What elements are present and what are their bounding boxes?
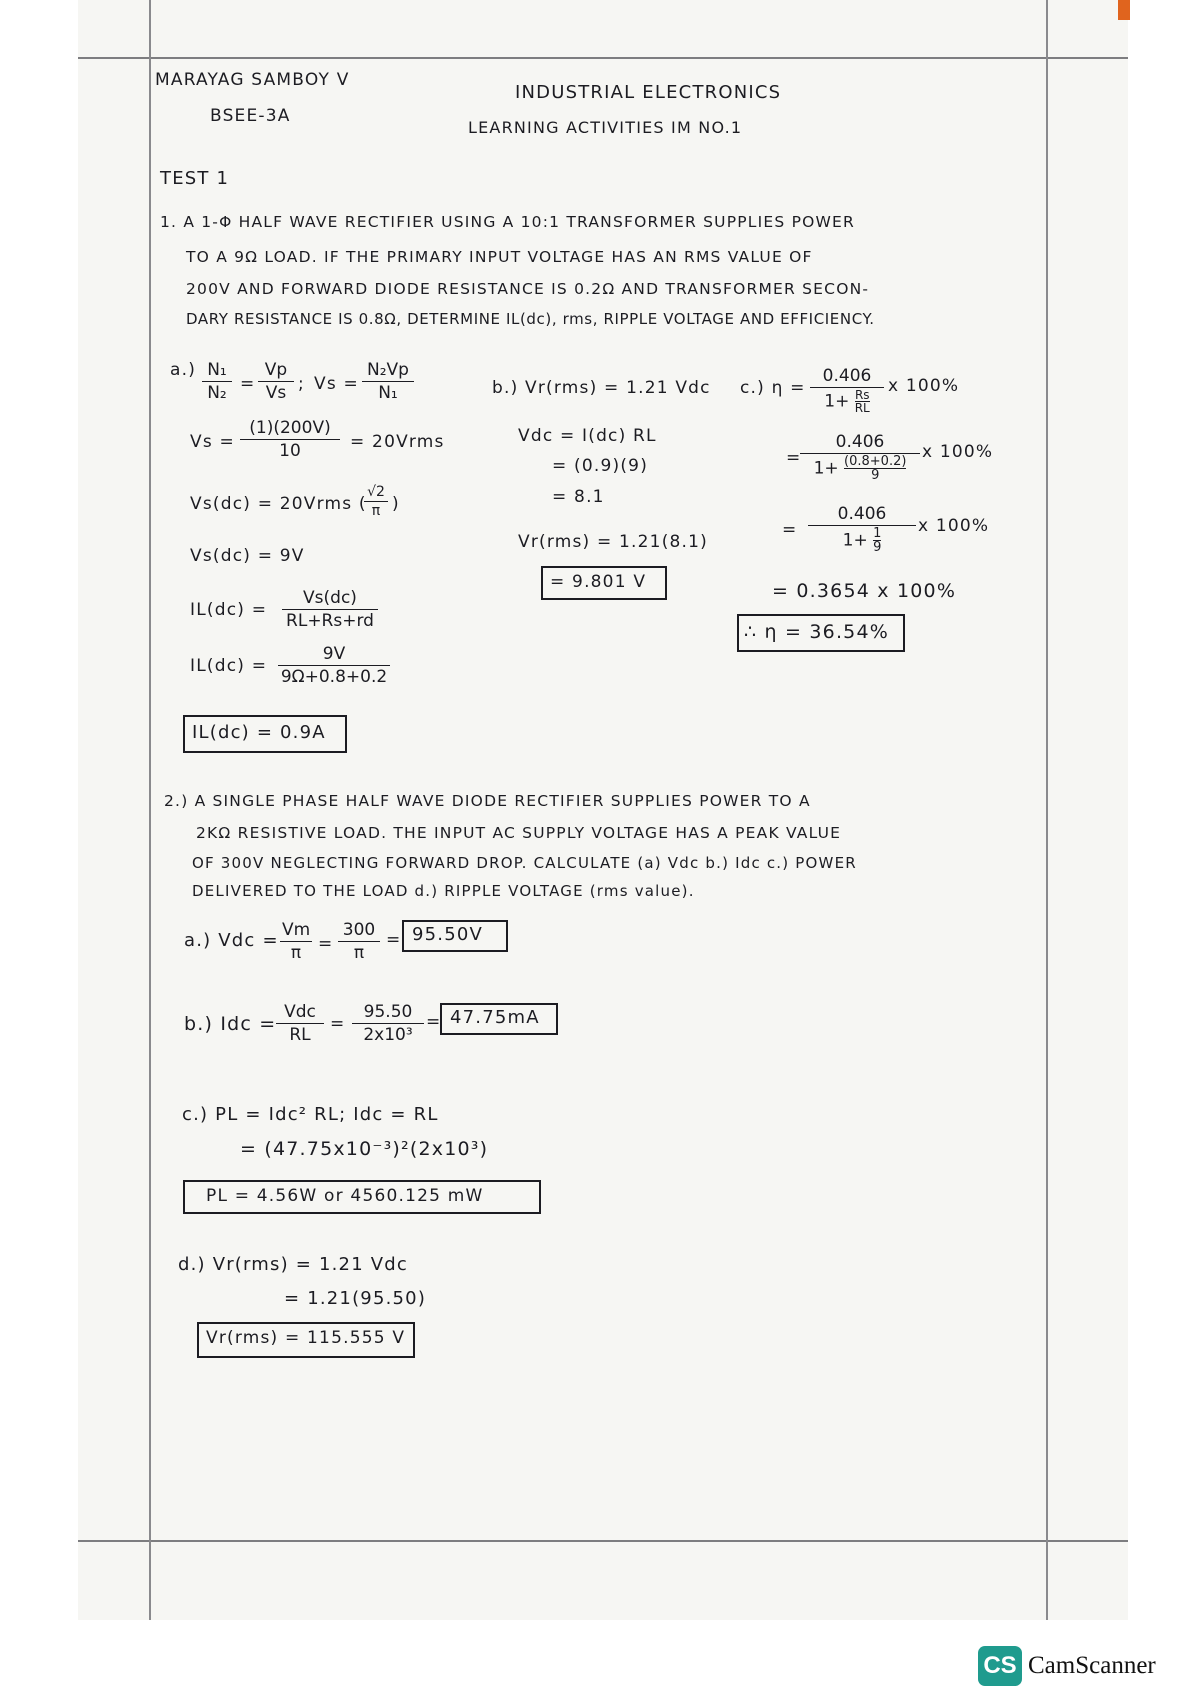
- p2a-eq2: =: [386, 930, 402, 950]
- p1a-vs-num: N₂Vp: [362, 360, 414, 382]
- page-edge-tab: [1118, 0, 1130, 20]
- left-margin-line: [149, 0, 151, 1620]
- p2a-lhs: a.) Vdc =: [184, 930, 279, 951]
- p1b-line-5: Vr(rms) = 1.21(8.1): [518, 532, 708, 552]
- p1a-il2-num: 9V: [278, 644, 390, 666]
- p1a-il1-lhs: IL(dc) =: [190, 600, 268, 620]
- p1c-f2-den: [800, 454, 920, 482]
- activity-title: LEARNING ACTIVITIES IM NO.1: [468, 118, 743, 137]
- p1a-il1-den: RL+Rs+rd: [286, 611, 374, 631]
- p1c-f3-den-a: 1+: [842, 530, 868, 551]
- p1a-vs2-frac: [240, 418, 340, 461]
- p1c-f3-num: 0.406: [808, 504, 916, 526]
- p1c-f2-den-den: 9: [871, 468, 880, 483]
- p1b-answer: = 9.801 V: [550, 572, 647, 592]
- p2a-f2-den: π: [353, 943, 365, 963]
- p1c-eq3: =: [782, 520, 798, 540]
- p1c-f1: [810, 366, 884, 414]
- p1a-vsdc-frac: [364, 484, 388, 519]
- p1c-f2-den-num: (0.8+0.2): [844, 454, 907, 469]
- p1a-vs-lhs: Vs =: [314, 374, 359, 394]
- p2a-f2-num: 300: [338, 920, 380, 942]
- problem1-line-2: TO A 9Ω LOAD. IF THE PRIMARY INPUT VOLTAGE HAS AN RMS VALUE OF: [186, 248, 813, 266]
- p2a-f1: [280, 920, 312, 963]
- problem1-line-3: 200V AND FORWARD DIODE RESISTANCE IS 0.2Ω AND TRANSFORMER SECON-: [186, 280, 870, 298]
- p2c-line-1: c.) PL = Idc² RL; Idc = RL: [182, 1104, 439, 1125]
- p1c-f3-den-num: 1: [873, 526, 882, 541]
- p1a-vsdc-lhs: Vs(dc) = 20Vrms (: [190, 494, 367, 514]
- student-name: MARAYAG SAMBOY V: [155, 70, 350, 90]
- p1a-il2-frac: [278, 644, 390, 687]
- p1a-vsdc-den: π: [371, 503, 381, 519]
- p1a-il2-lhs: IL(dc) =: [190, 656, 268, 676]
- top-rule: [78, 57, 1128, 59]
- p1a-ratio-lhs-den: N₂: [207, 383, 227, 403]
- p1a-vs2-result: = 20Vrms: [350, 432, 445, 452]
- p2b-eq: =: [330, 1014, 346, 1034]
- p1a-eq1: =: [240, 374, 256, 394]
- p1a-vs2-lhs: Vs =: [190, 432, 235, 452]
- p1a-vs2-den: 10: [279, 441, 301, 461]
- p1a-ratio-rhs-num: Vp: [258, 360, 294, 382]
- bottom-rule: [78, 1540, 1128, 1542]
- p1a-vs2-num: (1)(200V): [240, 418, 340, 440]
- p1c-f1-den-den: RL: [854, 401, 870, 415]
- p1c-f2-den-a: 1+: [813, 458, 839, 479]
- p1c-f1-den-num: Rs: [854, 388, 870, 402]
- p2d-line-1: d.) Vr(rms) = 1.21 Vdc: [178, 1254, 409, 1275]
- p1b-line-4: = 8.1: [552, 487, 605, 507]
- problem2-line-2: 2KΩ RESISTIVE LOAD. THE INPUT AC SUPPLY VOLTAGE HAS A PEAK VALUE: [196, 824, 842, 842]
- p1b-line-2: Vdc = I(dc) RL: [518, 426, 657, 446]
- p2b-lhs: b.) Idc =: [184, 1013, 277, 1035]
- p2b-f2: [352, 1002, 424, 1045]
- camscanner-watermark-text: CamScanner: [1028, 1652, 1156, 1679]
- p1a-answer: IL(dc) = 0.9A: [192, 722, 326, 743]
- p1c-f1-den: [810, 388, 884, 414]
- camscanner-logo: CS: [978, 1646, 1022, 1686]
- p1b-line-3: = (0.9)(9): [552, 456, 649, 476]
- p1a-il1-frac: [282, 588, 378, 631]
- test-label: TEST 1: [160, 168, 230, 189]
- p1a-label: a.): [170, 360, 197, 380]
- p1a-vsdc-num: √2: [364, 484, 388, 502]
- course-title: INDUSTRIAL ELECTRONICS: [515, 82, 782, 103]
- p2b-f1-num: Vdc: [276, 1002, 324, 1024]
- p1b-line-1: b.) Vr(rms) = 1.21 Vdc: [492, 378, 711, 398]
- problem1-line-1: 1. A 1-Φ HALF WAVE RECTIFIER USING A 10:1 TRANSFORMER SUPPLIES POWER: [160, 213, 856, 231]
- p1a-vs-frac: [362, 360, 414, 403]
- p1a-ratio-rhs-den: Vs: [265, 383, 287, 403]
- problem2-line-4: DELIVERED TO THE LOAD d.) RIPPLE VOLTAGE (rms value).: [192, 882, 695, 900]
- p1a-vsdc-close: ): [392, 494, 400, 514]
- p1a-il1-num: Vs(dc): [282, 588, 378, 610]
- p1a-vsdc-result: Vs(dc) = 9V: [190, 546, 305, 566]
- p1c-f3-mult: x 100%: [918, 516, 990, 536]
- p2d-answer: Vr(rms) = 115.555 V: [206, 1328, 406, 1348]
- p2b-answer: 47.75mA: [450, 1007, 540, 1028]
- p1c-f1-den-a: 1+: [824, 391, 850, 412]
- p2b-f1-den: RL: [289, 1025, 311, 1045]
- p1c-f3-den: [808, 526, 916, 554]
- p1c-line-4: = 0.3654 x 100%: [772, 580, 957, 602]
- p2a-answer: 95.50V: [412, 924, 484, 945]
- p1a-ratio-lhs: [202, 360, 232, 403]
- p2d-line-2: = 1.21(95.50): [284, 1288, 427, 1309]
- p1a-ratio-lhs-num: N₁: [202, 360, 232, 382]
- problem1-line-4: DARY RESISTANCE IS 0.8Ω, DETERMINE IL(dc), rms, RIPPLE VOLTAGE AND EFFICIENCY.: [186, 310, 875, 328]
- p1c-f1-num: 0.406: [810, 366, 884, 388]
- p1c-f3-den-den: 9: [873, 540, 882, 555]
- p2a-f1-den: π: [290, 943, 302, 963]
- p2a-eq: =: [318, 934, 334, 954]
- p1a-sep: ;: [298, 374, 305, 394]
- p1a-vs-den: N₁: [378, 383, 398, 403]
- p2a-f1-num: Vm: [282, 920, 311, 940]
- p1c-eq2: =: [786, 448, 802, 468]
- notebook-page: [78, 0, 1128, 1620]
- p2b-eq2: =: [426, 1012, 442, 1032]
- p1c-label: c.) η =: [740, 378, 806, 398]
- p2b-f2-num: 95.50: [352, 1002, 424, 1024]
- p2c-line-2: = (47.75x10⁻³)²(2x10³): [240, 1138, 489, 1160]
- p1c-f1-mult: x 100%: [888, 376, 960, 396]
- p1c-f3: [808, 504, 916, 554]
- student-section: BSEE-3A: [210, 106, 291, 126]
- p1c-f2-num: 0.406: [800, 432, 920, 454]
- p1c-answer: ∴ η = 36.54%: [744, 621, 890, 643]
- p2c-answer: PL = 4.56W or 4560.125 mW: [206, 1186, 484, 1206]
- p2b-f2-den: 2x10³: [363, 1025, 413, 1045]
- p1a-ratio-rhs: [258, 360, 294, 403]
- right-margin-line: [1046, 0, 1048, 1620]
- problem2-line-3: OF 300V NEGLECTING FORWARD DROP. CALCULATE (a) Vdc b.) Idc c.) POWER: [192, 854, 857, 872]
- p1a-il2-den: 9Ω+0.8+0.2: [280, 667, 388, 687]
- p2a-f2: [338, 920, 380, 963]
- p2b-f1: [276, 1002, 324, 1045]
- p1c-f2-mult: x 100%: [922, 442, 994, 462]
- p1c-f2: [800, 432, 920, 482]
- problem2-line-1: 2.) A SINGLE PHASE HALF WAVE DIODE RECTIFIER SUPPLIES POWER TO A: [164, 792, 811, 810]
